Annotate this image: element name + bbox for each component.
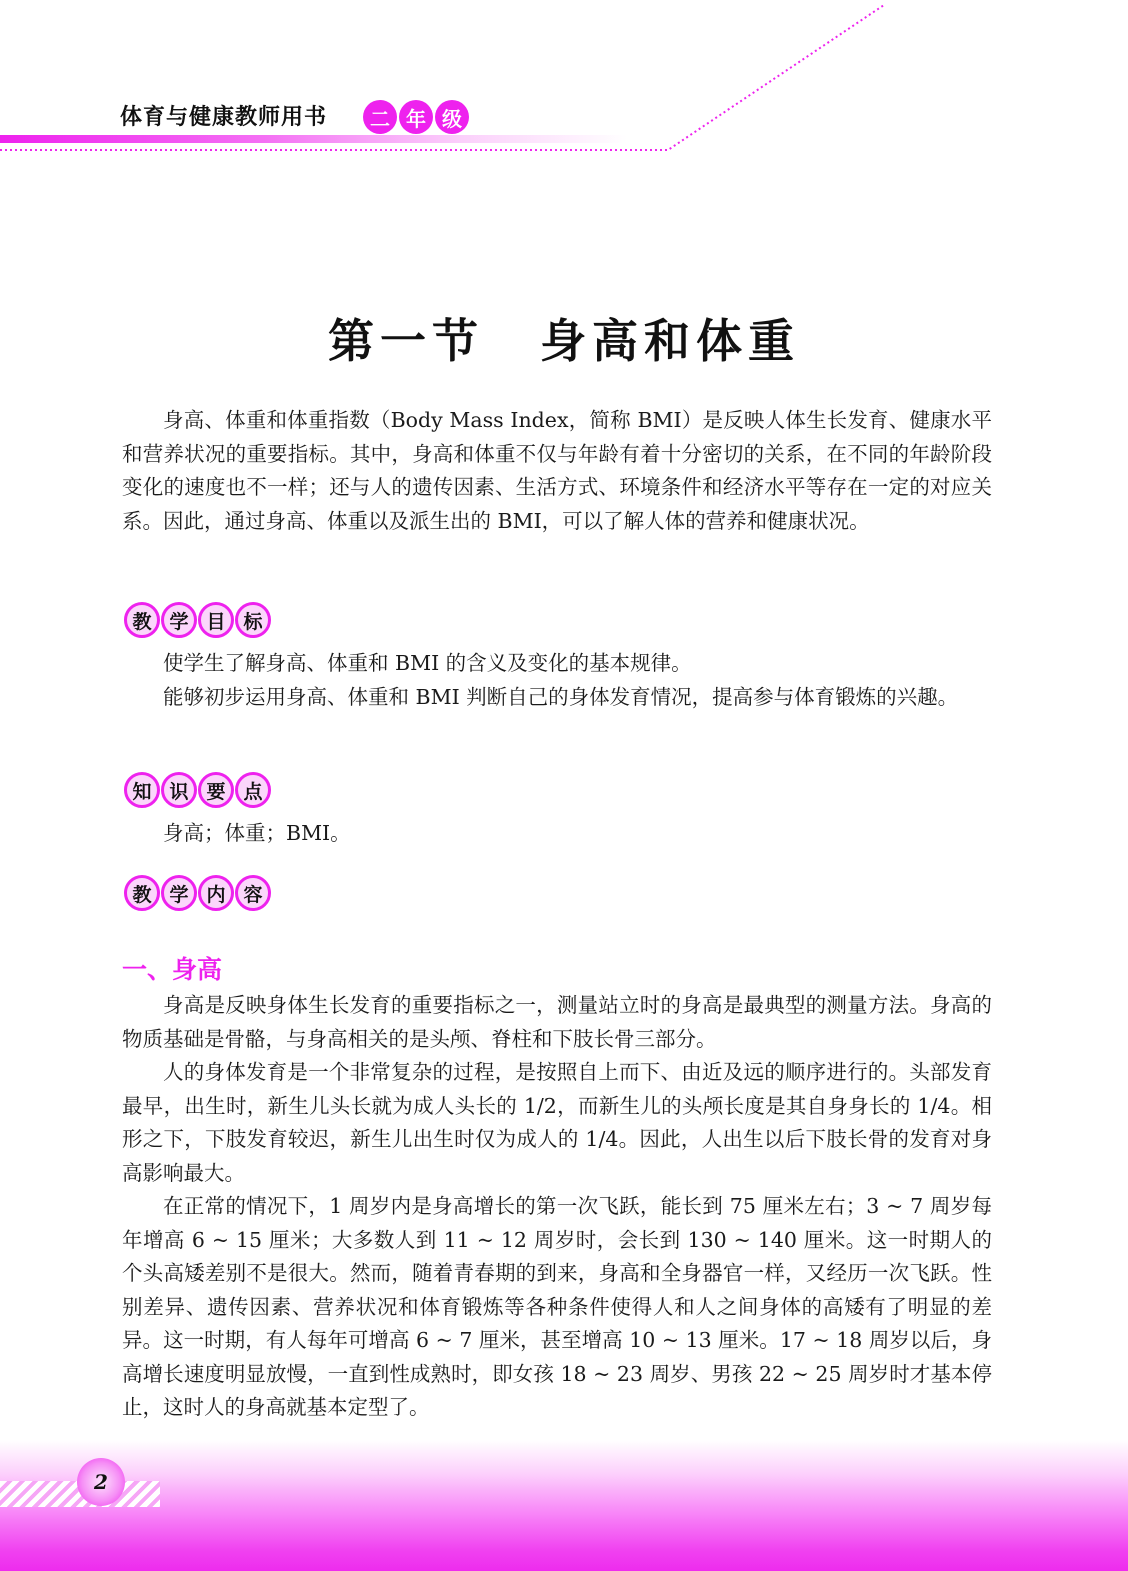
heading-badge: 知	[124, 772, 160, 808]
page-number: 2	[77, 1458, 125, 1506]
heading-badge: 目	[198, 602, 234, 638]
subheading-height: 一、身高	[122, 955, 223, 984]
section-number: 第一节	[328, 314, 484, 368]
grade-badge: 二	[363, 100, 397, 134]
book-title: 体育与健康教师用书	[120, 105, 328, 130]
objectives-heading	[124, 602, 271, 638]
content-paragraph: 身高是反映身体生长发育的重要指标之一，测量站立时的身高是最典型的测量方法。身高的物质基础是骨骼，与身高相关的是头颅、脊柱和下肢长骨三部分。	[122, 993, 992, 1051]
objective-paragraph: 能够初步运用身高、体重和 BMI 判断自己的身体发育情况，提高参与体育锻炼的兴趣。	[163, 685, 959, 709]
content-heading	[124, 875, 271, 911]
heading-badge: 标	[235, 602, 271, 638]
heading-badge: 容	[235, 875, 271, 911]
content-paragraph: 人的身体发育是一个非常复杂的过程，是按照自上而下、由近及远的顺序进行的。头部发育最早，出生时，新生儿头长就为成人头长的 1/2，而新生儿的头颅长度是其自身身长的 1/4。相形之下，下肢发育较迟，新生儿出生时仅为成人的 1/4。因此，人出生以后下肢长骨的发育对身高影响最大。	[122, 1060, 992, 1185]
section-name: 身高和体重	[540, 314, 800, 368]
heading-badge: 学	[161, 875, 197, 911]
header-gradient-bar	[0, 135, 660, 143]
heading-badge: 学	[161, 602, 197, 638]
grade-badge-group	[363, 100, 469, 134]
key-points-text: 身高；体重；BMI。	[163, 821, 351, 845]
heading-badge: 教	[124, 875, 160, 911]
heading-badge: 识	[161, 772, 197, 808]
grade-badge: 级	[435, 100, 469, 134]
intro-paragraph: 身高、体重和体重指数（Body Mass Index，简称 BMI）是反映人体生长发育、健康水平和营养状况的重要指标。其中，身高和体重不仅与年龄有着十分密切的关系，在不同的年龄阶段变化的速度也不一样；还与人的遗传因素、生活方式、环境条件和经济水平等存在一定的对应关系。因此，通过身高、体重以及派生出的 BMI，可以了解人体的营养和健康状况。	[122, 408, 992, 533]
heading-badge: 教	[124, 602, 160, 638]
page-title	[0, 305, 1128, 371]
objective-paragraph: 使学生了解身高、体重和 BMI 的含义及变化的基本规律。	[163, 651, 692, 675]
heading-badge: 要	[198, 772, 234, 808]
footer-gradient	[0, 1440, 1128, 1571]
heading-badge: 点	[235, 772, 271, 808]
key-points-heading	[124, 772, 271, 808]
grade-badge: 年	[399, 100, 433, 134]
content-paragraph: 在正常的情况下，1 周岁内是身高增长的第一次飞跃，能长到 75 厘米左右；3 ~ 7 周岁每年增高 6 ~ 15 厘米；大多数人到 11 ~ 12 周岁时，会长到 130 ~ 140 厘米。这一时期人的个头高矮差别不是很大。然而，随着青春期的到来，身高和全身器官一样，又经历一次飞跃。性别差异、遗传因素、营养状况和体育锻炼等各种条件使得人和人之间身体的高矮有了明显的差异。这一时期，有人每年可增高 6 ~ 7 厘米，甚至增高 10 ~ 13 厘米。17 ~ 18 周岁以后，身高增长速度明显放慢，一直到性成熟时，即女孩 18 ~ 23 周岁、男孩 22 ~ 25 周岁时才基本停止，这时人的身高就基本定型了。	[122, 1194, 992, 1419]
heading-badge: 内	[198, 875, 234, 911]
